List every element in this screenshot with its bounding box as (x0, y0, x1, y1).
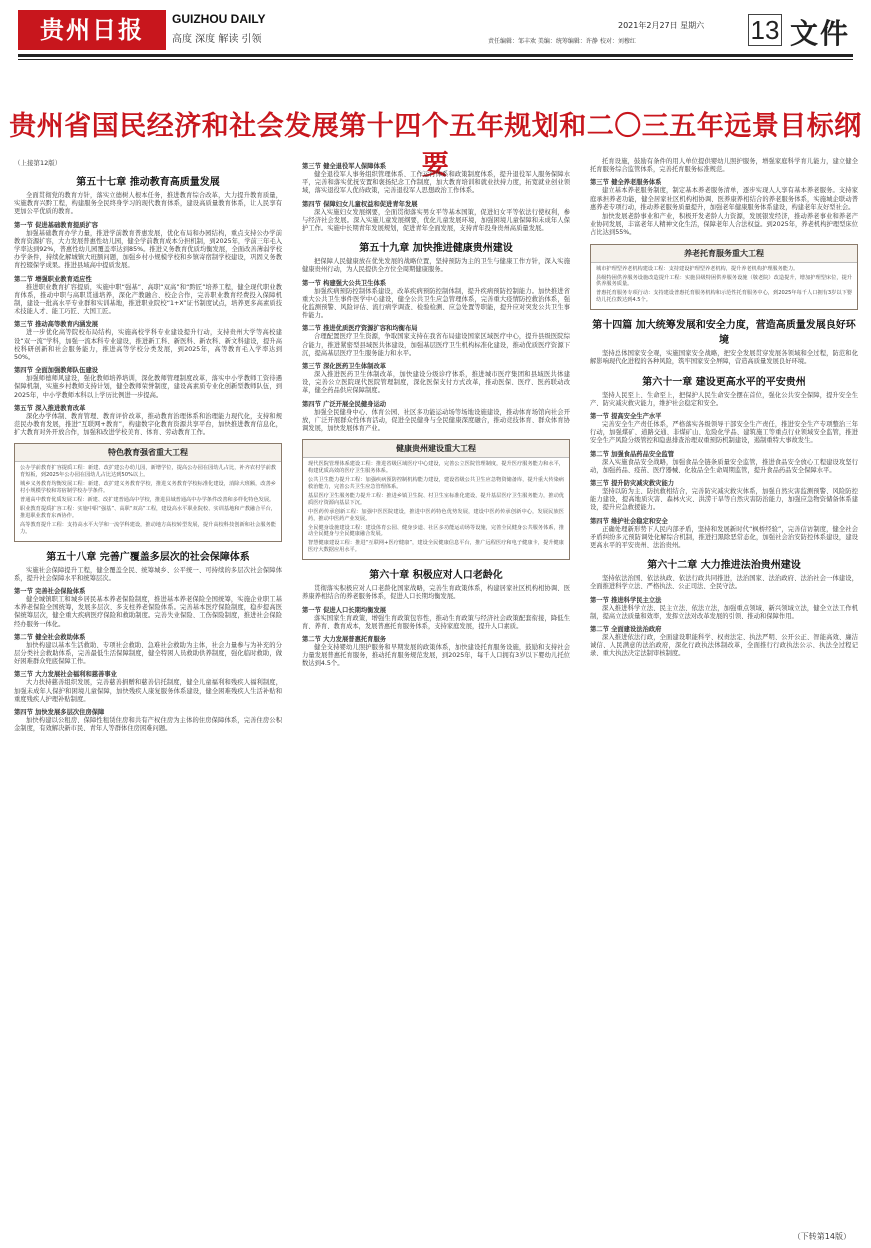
chapter-heading: 第五十八章 完善广覆盖多层次的社会保障体系 (46, 551, 250, 563)
section-heading: 第二节 推进优质医疗资源扩容和均衡布局 (302, 325, 418, 333)
body-paragraph: 加快发展老龄事业和产业，积极开发老龄人力资源，发展银发经济，推动养老事业和养老产业协同发展，丰富老年人精神文化生活，保障老年人合法权益。到2025年，养老机构护理型床位占比达到55%。 (590, 213, 858, 237)
project-box-item: 职业教育提质扩容工程：实施中职“强基”、高职“双高”工程，建设高水平职业院校、实训基地和产教融合平台，推进职业教育东西协作。 (20, 506, 276, 519)
body-paragraph: 大力扶持慈善组织发展，完善慈善捐赠和慈善信托制度，健全儿童福利和残疾人福利制度，加强未成年人保护和困境儿童保障，加快残疾人康复服务体系建设，健全困难残疾人生活补贴和重度残疾人护理补贴制度。 (14, 679, 282, 703)
project-box-item: 公共卫生能力提升工程：加强疾病预防控制机构能力建设，建设省级公共卫生应急物资储备库，提升重大传染病救治能力，完善公共卫生应急管理体系。 (308, 477, 564, 490)
section-heading: 第二节 全面建设法治政府 (590, 626, 662, 634)
body-paragraph: 落实国家生育政策，增强生育政策包容性，推动生育政策与经济社会政策配套衔接，降低生育、养育、教育成本，发展普惠托育服务体系，支持家庭发展，提升人口素质。 (302, 614, 570, 630)
section-heading: 第三节 健全养老服务体系 (590, 179, 662, 187)
body-paragraph: 加快构建以基本生活救助、专项社会救助、急难社会救助为主体，社会力量参与为补充的分层分类社会救助体系，完善最低生活保障制度，健全特困人员救助供养制度，强化临时救助，做好困难群众兜底保障工作。 (14, 641, 282, 666)
section-heading: 第二节 大力发展普惠托育服务 (302, 635, 387, 643)
chapter-heading: 第六十一章 建设更高水平的平安贵州 (642, 376, 806, 388)
project-box-item: 全民健身设施建设工程：建设体育公园、健身步道、社区多功能运动场等设施，完善全民健身公共服务体系，推动全民健身与全民健康融合发展。 (308, 524, 564, 538)
body-paragraph: 进一步优化高等院校布局结构，实施高校学科专业建设提升行动，支持贵州大学等高校建设“双一流”学科，加强一流本科专业建设，推进新工科、新医科、新农科、新文科建设，提升高校科研创新和社会服务能力，推进高等学校分类发展，到2025年，高等教育毛入学率达到50%。 (14, 329, 282, 362)
body-paragraph: 完善安全生产责任体系，严格落实各级领导干部安全生产责任，推进安全生产专项整治三年行动，加强煤矿、道路交通、非煤矿山、危险化学品、建筑施工等重点行业领域安全监管，推进安全生产风险分级管控和隐患排查治理双重预防机制建设，遏制重特大事故发生。 (590, 420, 858, 445)
body-paragraph: 建立基本养老服务制度，制定基本养老服务清单，逐步实现人人享有基本养老服务。支持家庭承担养老功能，健全居家社区机构相协调、医养康养相结合的养老服务体系，实施城企联动普惠养老专项行动，推动养老服务质量提升，加强老年健康服务体系建设，构建老年友好型社会。 (590, 187, 858, 211)
section-heading: 第四节 全面加强教师队伍建设 (14, 367, 99, 375)
section-heading: 第三节 深化医药卫生体制改革 (302, 363, 387, 371)
body-paragraph: 把保障人民健康放在优先发展的战略位置，坚持预防为主的卫生与健康工作方针，深入实施健康贵州行动，为人民提供全方位全周期健康服务。 (302, 258, 570, 274)
body-paragraph: 正确处理新形势下人民内部矛盾，坚持和发展新时代“枫桥经验”，完善信访制度，健全社会矛盾纠纷多元预防调处化解综合机制，推进扫黑除恶常态化，加强社会治安防控体系建设，建设更高水平的平安贵州、法治贵州。 (590, 525, 858, 549)
body-paragraph: 加强师德师风建设，强化教师培养培训，深化教师管理制度改革，落实中小学教师工资待遇保障机制，实施乡村教师支持计划，健全教师荣誉制度，建设高素质专业化创新型教师队伍，到2025年，中小学教师本科以上学历比例进一步提高。 (14, 375, 282, 399)
project-box-item: 基层医疗卫生服务能力提升工程：推进乡镇卫生院、村卫生室标准化建设，提升基层医疗卫生服务能力，推动优质医疗资源向基层下沉。 (308, 492, 564, 506)
project-box-item: 普惠托育服务专项行动：支持建设普惠托育服务机构和示范性托育服务中心，到2025年每千人口拥有3岁以下婴幼儿托位数达到4.5个。 (596, 290, 852, 304)
chapter-heading: 第十四篇 加大统筹发展和安全力度，营造高质量发展良好环境 (592, 320, 856, 347)
editor-credits: 责任编辑：邹丰欢 美编：统筹编辑：许静 校对：刘穆红 (488, 38, 636, 45)
project-box-item: 中医药传承创新工程：加强中医医院建设，推进中医药特色优势发展，建设中医药传承创新中心，发展民族医药，推动中医药产业发展。 (308, 508, 564, 522)
page-headline: 贵州省国民经济和社会发展第十四个五年规划和二〇三五年远景目标纲要 (9, 111, 862, 181)
body-paragraph: 推进职业教育扩容提质，实施中职“强基”、高职“双高”和“黔匠”培养工程，健全现代职业教育体系，推动中职与高职贯通培养，深化产教融合、校企合作，完善职业教育经费投入保障机制，建设一批高水平专业群和实训基地，推进职业院校“1+X”证书制度试点，培养更多高素质技术技能人才、能工巧匠、大国工匠。 (14, 283, 282, 316)
newspaper-logo[interactable]: 贵州日报 (18, 10, 166, 50)
body-paragraph: 深入实施妇女发展纲要，全面贯彻落实男女平等基本国策，促进妇女平等依法行使权利，参与经济社会发展。深入实施儿童发展纲要，优化儿童发展环境，加强困境儿童保障和未成年人保护工作。实施中长期青年发展规划，促进青年全面发展，支持青年投身贵州高质量发展。 (302, 208, 570, 233)
body-paragraph: 健全城镇职工和城乡居民基本养老保险制度，推进基本养老保险全国统筹，实施企业职工基本养老保险全国统筹，发展多层次、多支柱养老保险体系。完善基本医疗保险制度，稳步提高医保统筹层次，健全重大疾病医疗保险和救助制度。完善失业保险、工伤保险制度，推进社会保险经办服务一体化。 (14, 596, 282, 628)
project-box-title: 健康贵州建设重大工程 (303, 440, 569, 458)
body-paragraph: 加强基础教育办学力量，推进学前教育普惠发展，优化布局和办园结构，重点支持公办学前教育资源扩容，大力发展普惠性幼儿园，健全学前教育成本分担机制，到2025年，学前三年毛入学率达到92%，普惠性幼儿园覆盖率达到85%。推进义务教育优质均衡发展，全面改善薄弱学校办学条件，持续化解城镇大班额问题，加强乡村小规模学校和乡镇寄宿制学校建设，巩固义务教育控辍保学成果。推进县域高中提质发展。 (14, 229, 282, 270)
section-heading: 第五节 深入推进教育改革 (14, 404, 86, 412)
project-box-item: 智慧健康建设工程：推进“互联网+医疗健康”，建设全民健康信息平台，推广远程医疗和电子健康卡，提升健康医疗大数据应用水平。 (308, 540, 564, 554)
body-paragraph: 加强全民健身中心、体育公园、社区多功能运动场等场地设施建设，推动体育场馆向社会开放，广泛开展群众性体育活动，促进全民健身与全民健康深度融合，推动竞技体育、群众体育协调发展，加快发展体育产业。 (302, 408, 570, 433)
body-paragraph: 坚持人民至上、生命至上，把保护人民生命安全摆在首位，强化公共安全保障，提升安全生产、防灾减灾救灾能力，维护社会稳定和安全。 (590, 391, 858, 407)
section-heading: 第一节 推进科学民主立法 (590, 596, 662, 604)
body-paragraph: 深化办学体制、教育管理、教育评价改革，推动教育治理体系和治理能力现代化，支持和规范民办教育发展，推进“互联网+教育”，构建数字化教育资源共享平台，加快推进教育信息化，扩大教育对外开放合作，加强和改进学校美育、体育、劳动教育工作。 (14, 412, 282, 437)
project-box-title: 养老托育服务重大工程 (591, 245, 857, 263)
section-title: 文件 (790, 17, 851, 50)
section-heading: 第二节 增强职业教育适应性 (14, 275, 92, 283)
chapter-heading: 第五十九章 加快推进健康贵州建设 (359, 243, 513, 255)
project-box-item: 现代医院管理体系建设工程：推进省级区域医疗中心建设，完善公立医院管理制度，提升医疗服务能力和水平，构建优质高效的医疗卫生服务体系。 (308, 461, 564, 475)
project-box-item: 城市护理型养老机构建设工程：支持建设护理型养老机构，提升养老机构护理服务能力。 (596, 265, 799, 272)
section-heading: 第四节 保障妇女儿童权益和促进青年发展 (302, 200, 418, 208)
section-heading: 第二节 加强食品药品安全监管 (590, 450, 675, 458)
body-paragraph: 深入推进医药卫生体制改革，加快建设分级诊疗体系，推进城市医疗集团和县域医共体建设，完善公立医院现代医院管理制度，深化医保支付方式改革，推动医保、医疗、医药联动改革，健全药品供应保障制度。 (302, 371, 570, 395)
masthead (18, 6, 853, 78)
section-heading: 第三节 提升防灾减灾救灾能力 (590, 479, 675, 487)
project-box-item: 城乡义务教育均衡发展工程：新建、改扩建义务教育学校，推进义务教育学校标准化建设，消除大班额，改善乡村小规模学校和寄宿制学校办学条件。 (20, 481, 276, 495)
section-heading: 第四节 维护社会稳定和安全 (590, 517, 668, 525)
section-heading: 第一节 促进人口长期均衡发展 (302, 606, 387, 614)
section-heading: 第四节 加快发展多层次住房保障 (14, 709, 105, 717)
body-paragraph: 健全退役军人事务组织管理体系、工作运行体系和政策制度体系，提升退役军人服务保障水平，完善和落实优抚安置和褒扬纪念工作制度，加大教育培训和就业扶持力度，拓宽就业创业领域，落实退役军人优待政策，完善退役军人思想政治工作体系。 (302, 171, 570, 195)
body-paragraph: 贯彻落实积极应对人口老龄化国家战略，完善生育政策体系，构建居家社区机构相协调、医养康养相结合的养老服务体系，促进人口长期均衡发展。 (302, 585, 570, 601)
body-paragraph: 合理配置医疗卫生资源，争取国家支持在我省布局建设国家区域医疗中心，提升县级医院综合能力，推进紧密型县域医共体建设，加强基层医疗卫生机构标准化建设，推动优质医疗资源下沉，提高基层医疗卫生服务能力和水平。 (302, 333, 570, 357)
body-paragraph: 坚持总体国家安全观，实施国家安全战略，把安全发展贯穿发展各领域和全过程，防范和化解影响现代化进程的各种风险，筑牢国家安全屏障，营造高质量发展良好环境。 (590, 350, 858, 366)
section-heading: 第三节 健全退役军人保障体系 (302, 163, 387, 170)
body-paragraph: 加快构建以公租房、保障性租赁住房和共有产权住房为主体的住房保障体系，完善住房公积金制度，有效解决新市民、青年人等群体住房困难问题。 (14, 717, 282, 733)
issue-date: 2021年2月27日 星期六 (618, 21, 705, 30)
section-heading: 第一节 完善社会保险体系 (14, 588, 86, 596)
text-column-1 (14, 158, 282, 734)
section-heading: 第一节 提高安全生产水平 (590, 412, 662, 420)
body-paragraph: 深入推进依法行政，全面建设职能科学、权责法定、执法严明、公开公正、智能高效、廉洁诚信、人民满意的法治政府，深化行政执法体制改革，全面推行行政执法公示、执法全过程记录、重大执法决定法制审核制度。 (590, 634, 858, 658)
chapter-heading: 第五十七章 推动教育高质量发展 (76, 177, 220, 188)
body-paragraph: 托育设施，鼓励有条件的用人单位提供婴幼儿照护服务，增强家庭科学育儿能力，建立健全托育服务综合监管体系，完善托育服务标准规范。 (590, 158, 858, 174)
body-paragraph: 坚持以防为主、防抗救相结合，完善防灾减灾救灾体系，加强自然灾害监测预警、风险防控能力建设，提高地质灾害、森林火灾、洪涝干旱等自然灾害防治能力，加强应急物资储备体系建设，提升应急救援能力。 (590, 487, 858, 512)
body-paragraph: 全面贯彻党的教育方针，落实立德树人根本任务，推进教育综合改革，大力提升教育质量，实施教育兴黔工程，构建服务全民终身学习的现代教育体系，建设高质量教育体系，让人民享有更加公平优质的教育。 (14, 192, 282, 216)
project-box (302, 439, 570, 560)
project-box (14, 443, 282, 541)
project-box-item: 公办学前教育扩容提质工程：新建、改扩建公办幼儿园，新增学位，提高公办园在园幼儿占比，补齐农村学前教育短板，到2025年公办园在园幼儿占比达到50%以上。 (20, 465, 276, 479)
body-paragraph: 实施社会保障提升工程，健全覆盖全民、统筹城乡、公平统一、可持续的多层次社会保障体系，提升社会保障水平和统筹层次。 (14, 566, 282, 582)
project-box-item: 高等教育提升工程：支持高水平大学和一流学科建设，推动地方高校转型发展，提升高校科技创新和社会服务能力。 (20, 521, 276, 535)
project-box-item: 县级特困供养服务设施改造提升工程：实施县级特困供养服务设施（敬老院）改造提升，增加护理型床位，提升供养服务质量。 (596, 274, 852, 288)
newspaper-name-en: GUIZHOU DAILY (172, 12, 266, 26)
section-heading: 第一节 促进基础教育提质扩容 (14, 221, 99, 229)
body-paragraph: 深入实施食品安全战略，加强食品全链条质量安全监管，推进食品安全放心工程建设攻坚行动，加强药品、疫苗、医疗器械、化妆品全生命周期监管，提升食品药品安全保障水平。 (590, 458, 858, 474)
project-box-item: 普通高中教育优质发展工程：新建、改扩建普通高中学校，推进县域普通高中办学条件改善和多样化特色发展。 (20, 497, 275, 504)
page-number: 13 (748, 14, 782, 46)
text-column-3 (590, 158, 858, 660)
section-heading: 第三节 推动高等教育内涵发展 (14, 321, 99, 329)
masthead-rule-thin (18, 59, 853, 60)
section-heading: 第三节 大力发展社会福利和慈善事业 (14, 671, 117, 679)
body-paragraph: 深入推进科学立法、民主立法、依法立法，加强重点领域、新兴领域立法，健全立法工作机制，提高立法质量和效率，发挥立法对改革发展的引领、推动和保障作用。 (590, 604, 858, 620)
newspaper-slogan: 高度 深度 解读 引领 (172, 34, 262, 45)
text-column-2 (302, 158, 570, 670)
section-heading: 第四节 广泛开展全民健身运动 (302, 400, 387, 408)
body-paragraph: 加强疾病预防控制体系建设，改革疾病预防控制体制，提升疾病预防控制能力。加快推进省重大公共卫生事件医学中心建设，健全公共卫生应急管理体系，完善重大疫情防控救治体系，强化监测预警、风险评估、流行病学调查、检验检测、应急处置等职能，提升应对突发公共卫生事件能力。 (302, 287, 570, 320)
continued-from-note: （上接第12版） (14, 159, 62, 167)
body-paragraph: 健全支持婴幼儿照护服务和早期发展的政策体系，加快建设托育服务设施，鼓励和支持社会力量发展普惠托育服务，推动托育服务规范发展，到2025年，每千人口拥有3岁以下婴幼儿托位数达到4.5个。 (302, 643, 570, 668)
continued-to-note: （下转第14版） (792, 1232, 851, 1241)
project-box-title: 特色教育强省重大工程 (15, 444, 281, 462)
chapter-heading: 第六十二章 大力推进法治贵州建设 (647, 560, 801, 572)
section-heading: 第一节 构建强大公共卫生体系 (302, 279, 387, 287)
masthead-rule (18, 54, 853, 57)
section-heading: 第二节 健全社会救助体系 (14, 633, 86, 641)
chapter-heading: 第六十章 积极应对人口老龄化 (369, 570, 503, 582)
body-paragraph: 坚持依法治国、依法执政、依法行政共同推进，法治国家、法治政府、法治社会一体建设，全面推进科学立法、严格执法、公正司法、全民守法。 (590, 575, 858, 591)
project-box (590, 244, 858, 311)
